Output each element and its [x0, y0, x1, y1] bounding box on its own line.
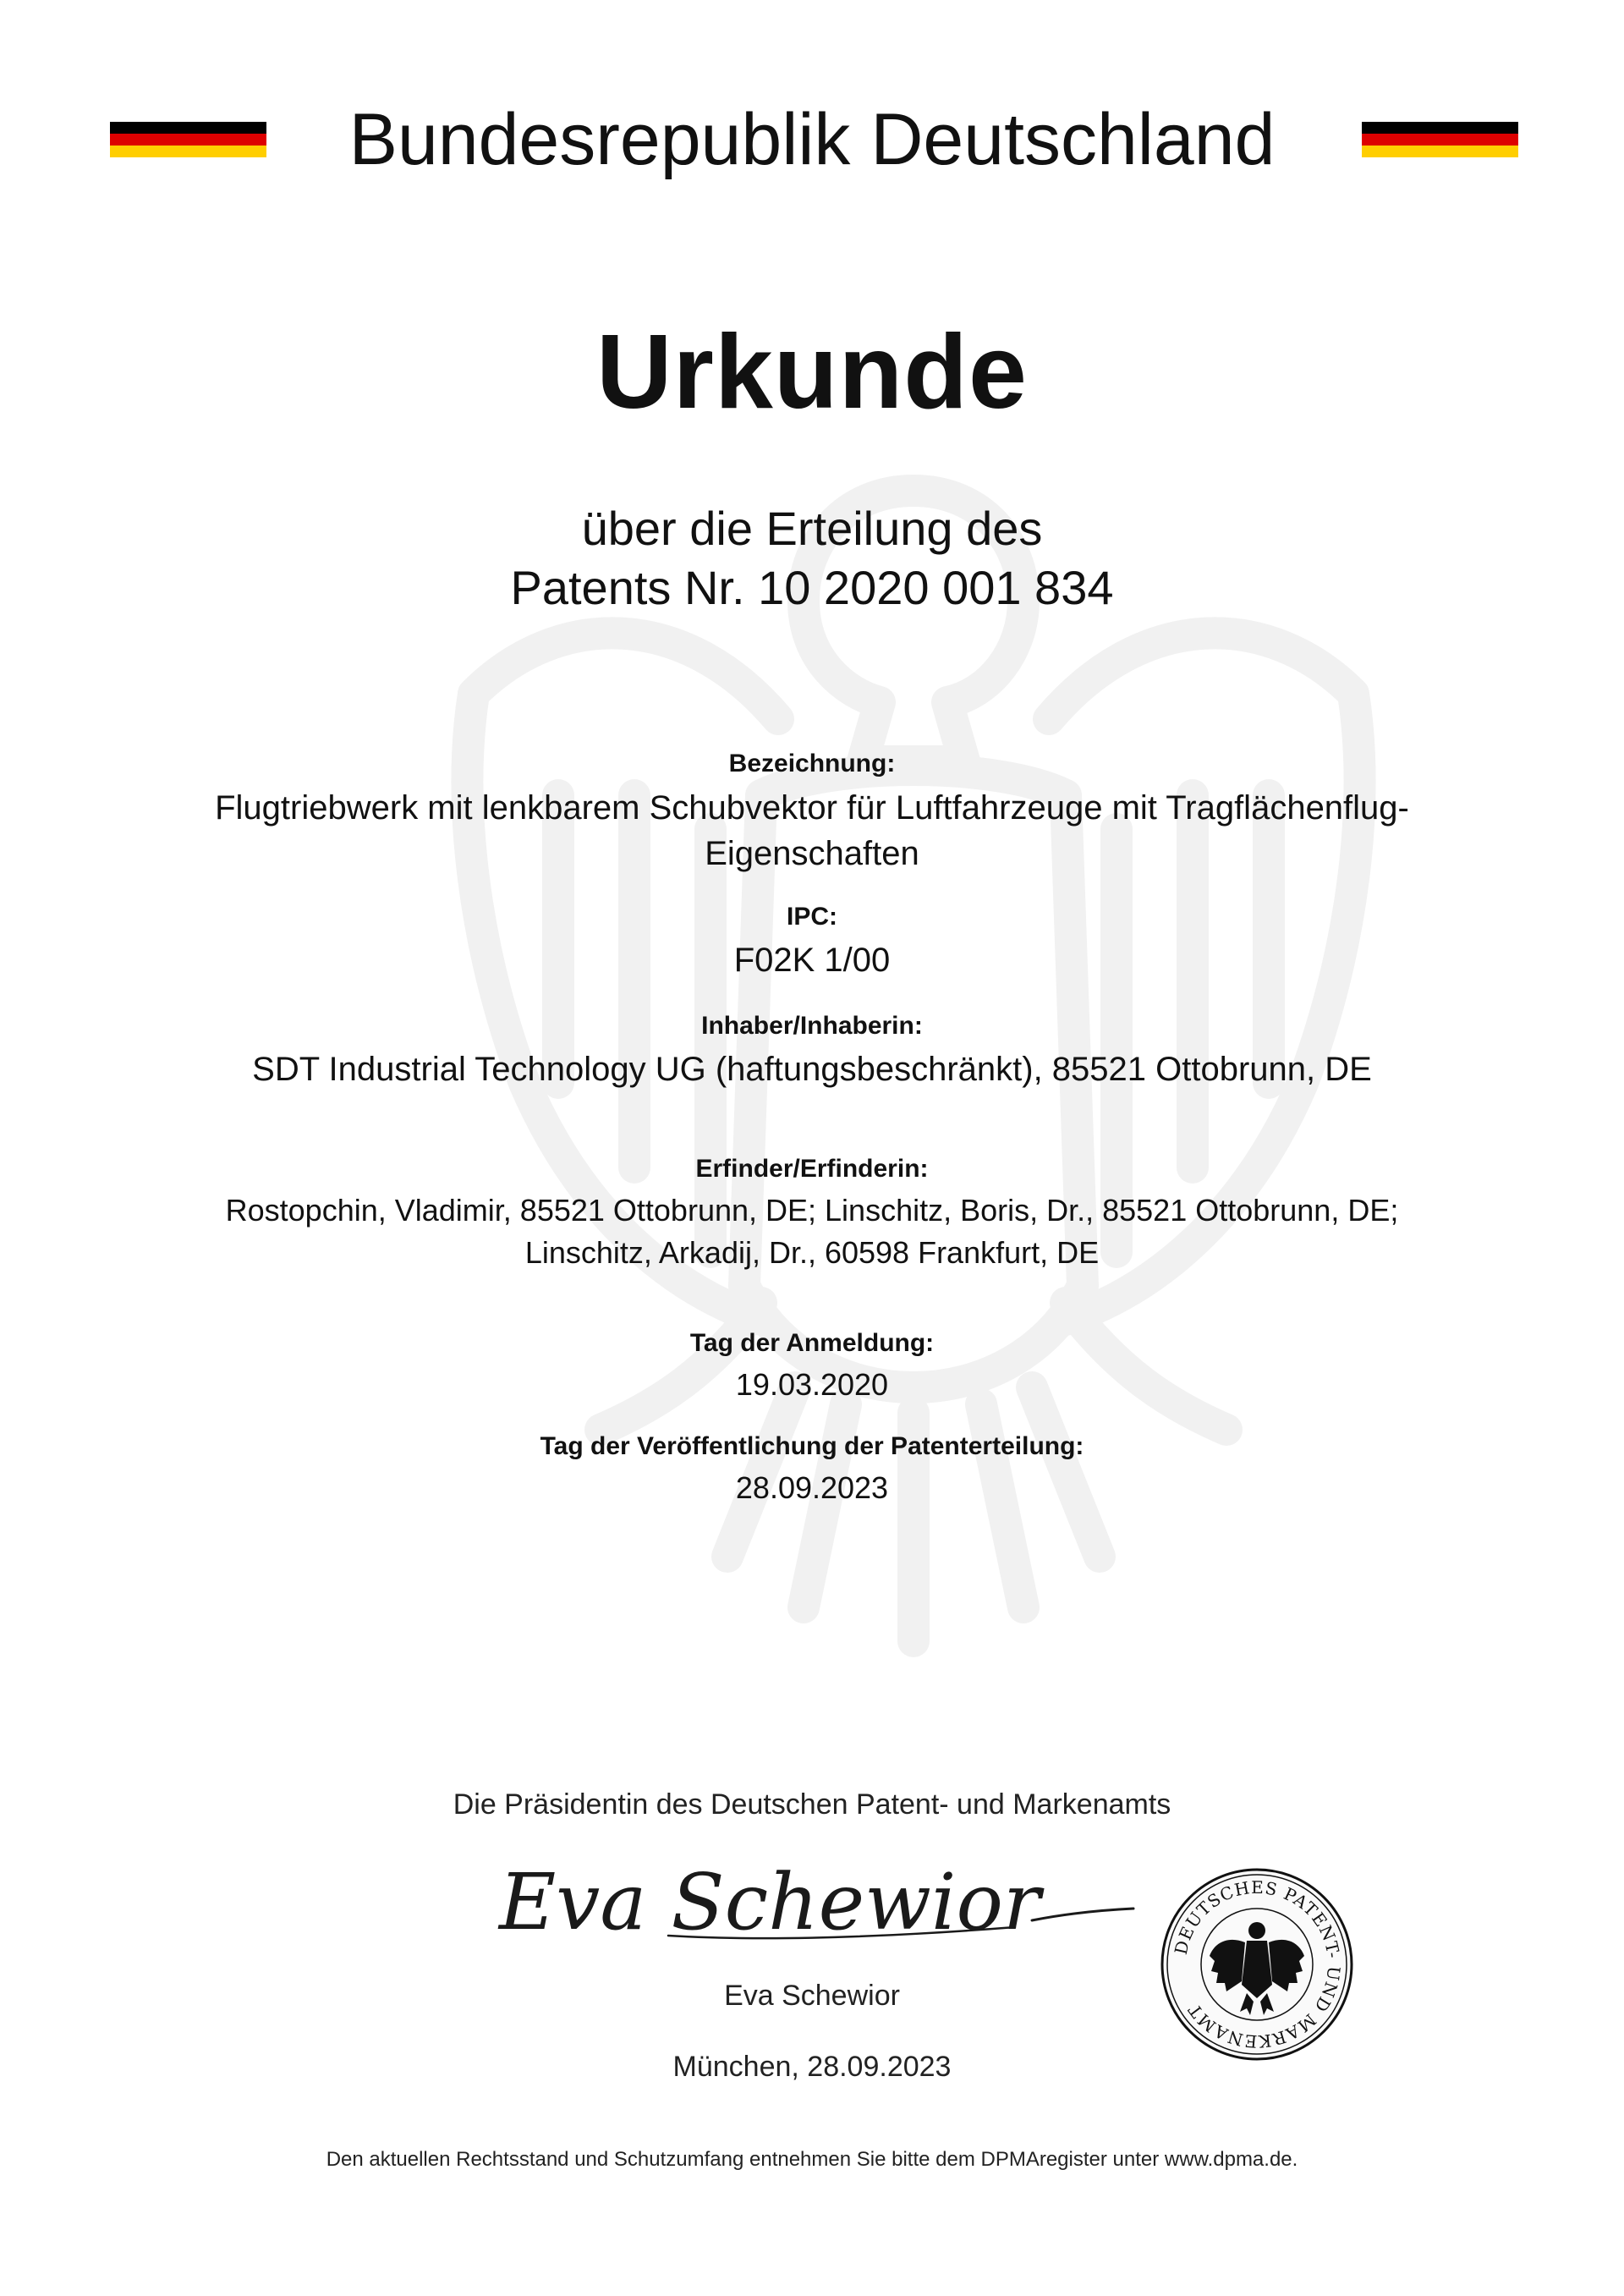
inhaber-value: SDT Industrial Technology UG (haftungsbeschränkt), 85521 Ottobrunn, DE [252, 1051, 1372, 1088]
flag-stripe-gold [110, 146, 266, 157]
erfinder-label: Erfinder/Erfinderin: [695, 1155, 929, 1183]
signer-name: Eva Schewior [724, 1980, 900, 2012]
erfinder-line-1: Rostopchin, Vladimir, 85521 Ottobrunn, DE; Linschitz, Boris, Dr., 85521 Ottobrunn, DE; [225, 1193, 1399, 1228]
subtitle-line-1: über die Erteilung des [581, 502, 1043, 555]
signature-lettering: Eva Schewior [497, 1857, 1045, 1947]
document-subtitle [0, 499, 1624, 618]
erfinder-line-2: Linschitz, Arkadij, Dr., 60598 Frankfurt, DE [524, 1235, 1100, 1270]
bezeichnung-label: Bezeichnung: [728, 750, 896, 777]
flag-stripe-black [1362, 122, 1518, 134]
footer-note: Den aktuellen Rechtsstand und Schutzumfang entnehmen Sie bitte dem DPMAregister unter www.dpma.de. [326, 2148, 1298, 2171]
anmeldung-label: Tag der Anmeldung: [689, 1329, 935, 1357]
ipc-label: IPC: [787, 903, 837, 931]
ipc-value: F02K 1/00 [733, 942, 891, 979]
anmeldung-value: 19.03.2020 [735, 1367, 889, 1402]
bezeichnung-line-2: Eigenschaften [705, 835, 919, 872]
country-title: Bundesrepublik Deutschland [348, 99, 1276, 180]
patent-number: Patents Nr. 10 2020 001 834 [510, 561, 1114, 614]
place-date: München, 28.09.2023 [672, 2051, 952, 2083]
president-title: Die Präsidentin des Deutschen Patent- und Markenamts [453, 1788, 1171, 1821]
document-heading: Urkunde [596, 314, 1028, 431]
veroeffentlichung-label: Tag der Veröffentlichung der Patenterteilung: [540, 1432, 1084, 1460]
bezeichnung-value [0, 785, 1624, 876]
erfinder-value [0, 1189, 1624, 1274]
flag-stripe-black [110, 122, 266, 134]
german-flag-left-icon [110, 122, 266, 157]
flag-stripe-red [1362, 134, 1518, 146]
veroeffentlichung-value: 28.09.2023 [735, 1470, 889, 1505]
header [0, 93, 1624, 195]
german-flag-right-icon [1362, 122, 1518, 157]
flag-stripe-gold [1362, 146, 1518, 157]
handwritten-signature [474, 1836, 1150, 1954]
seal-text: DEUTSCHES PATENT- UND MARKENAMT [1170, 1876, 1345, 2052]
bezeichnung-line-1: Flugtriebwerk mit lenkbarem Schubvektor für Luftfahrzeuge mit Tragflächenflug- [215, 789, 1409, 827]
dpma-seal-icon [1159, 1866, 1355, 2063]
flag-stripe-red [110, 134, 266, 146]
inhaber-label: Inhaber/Inhaberin: [701, 1012, 923, 1040]
